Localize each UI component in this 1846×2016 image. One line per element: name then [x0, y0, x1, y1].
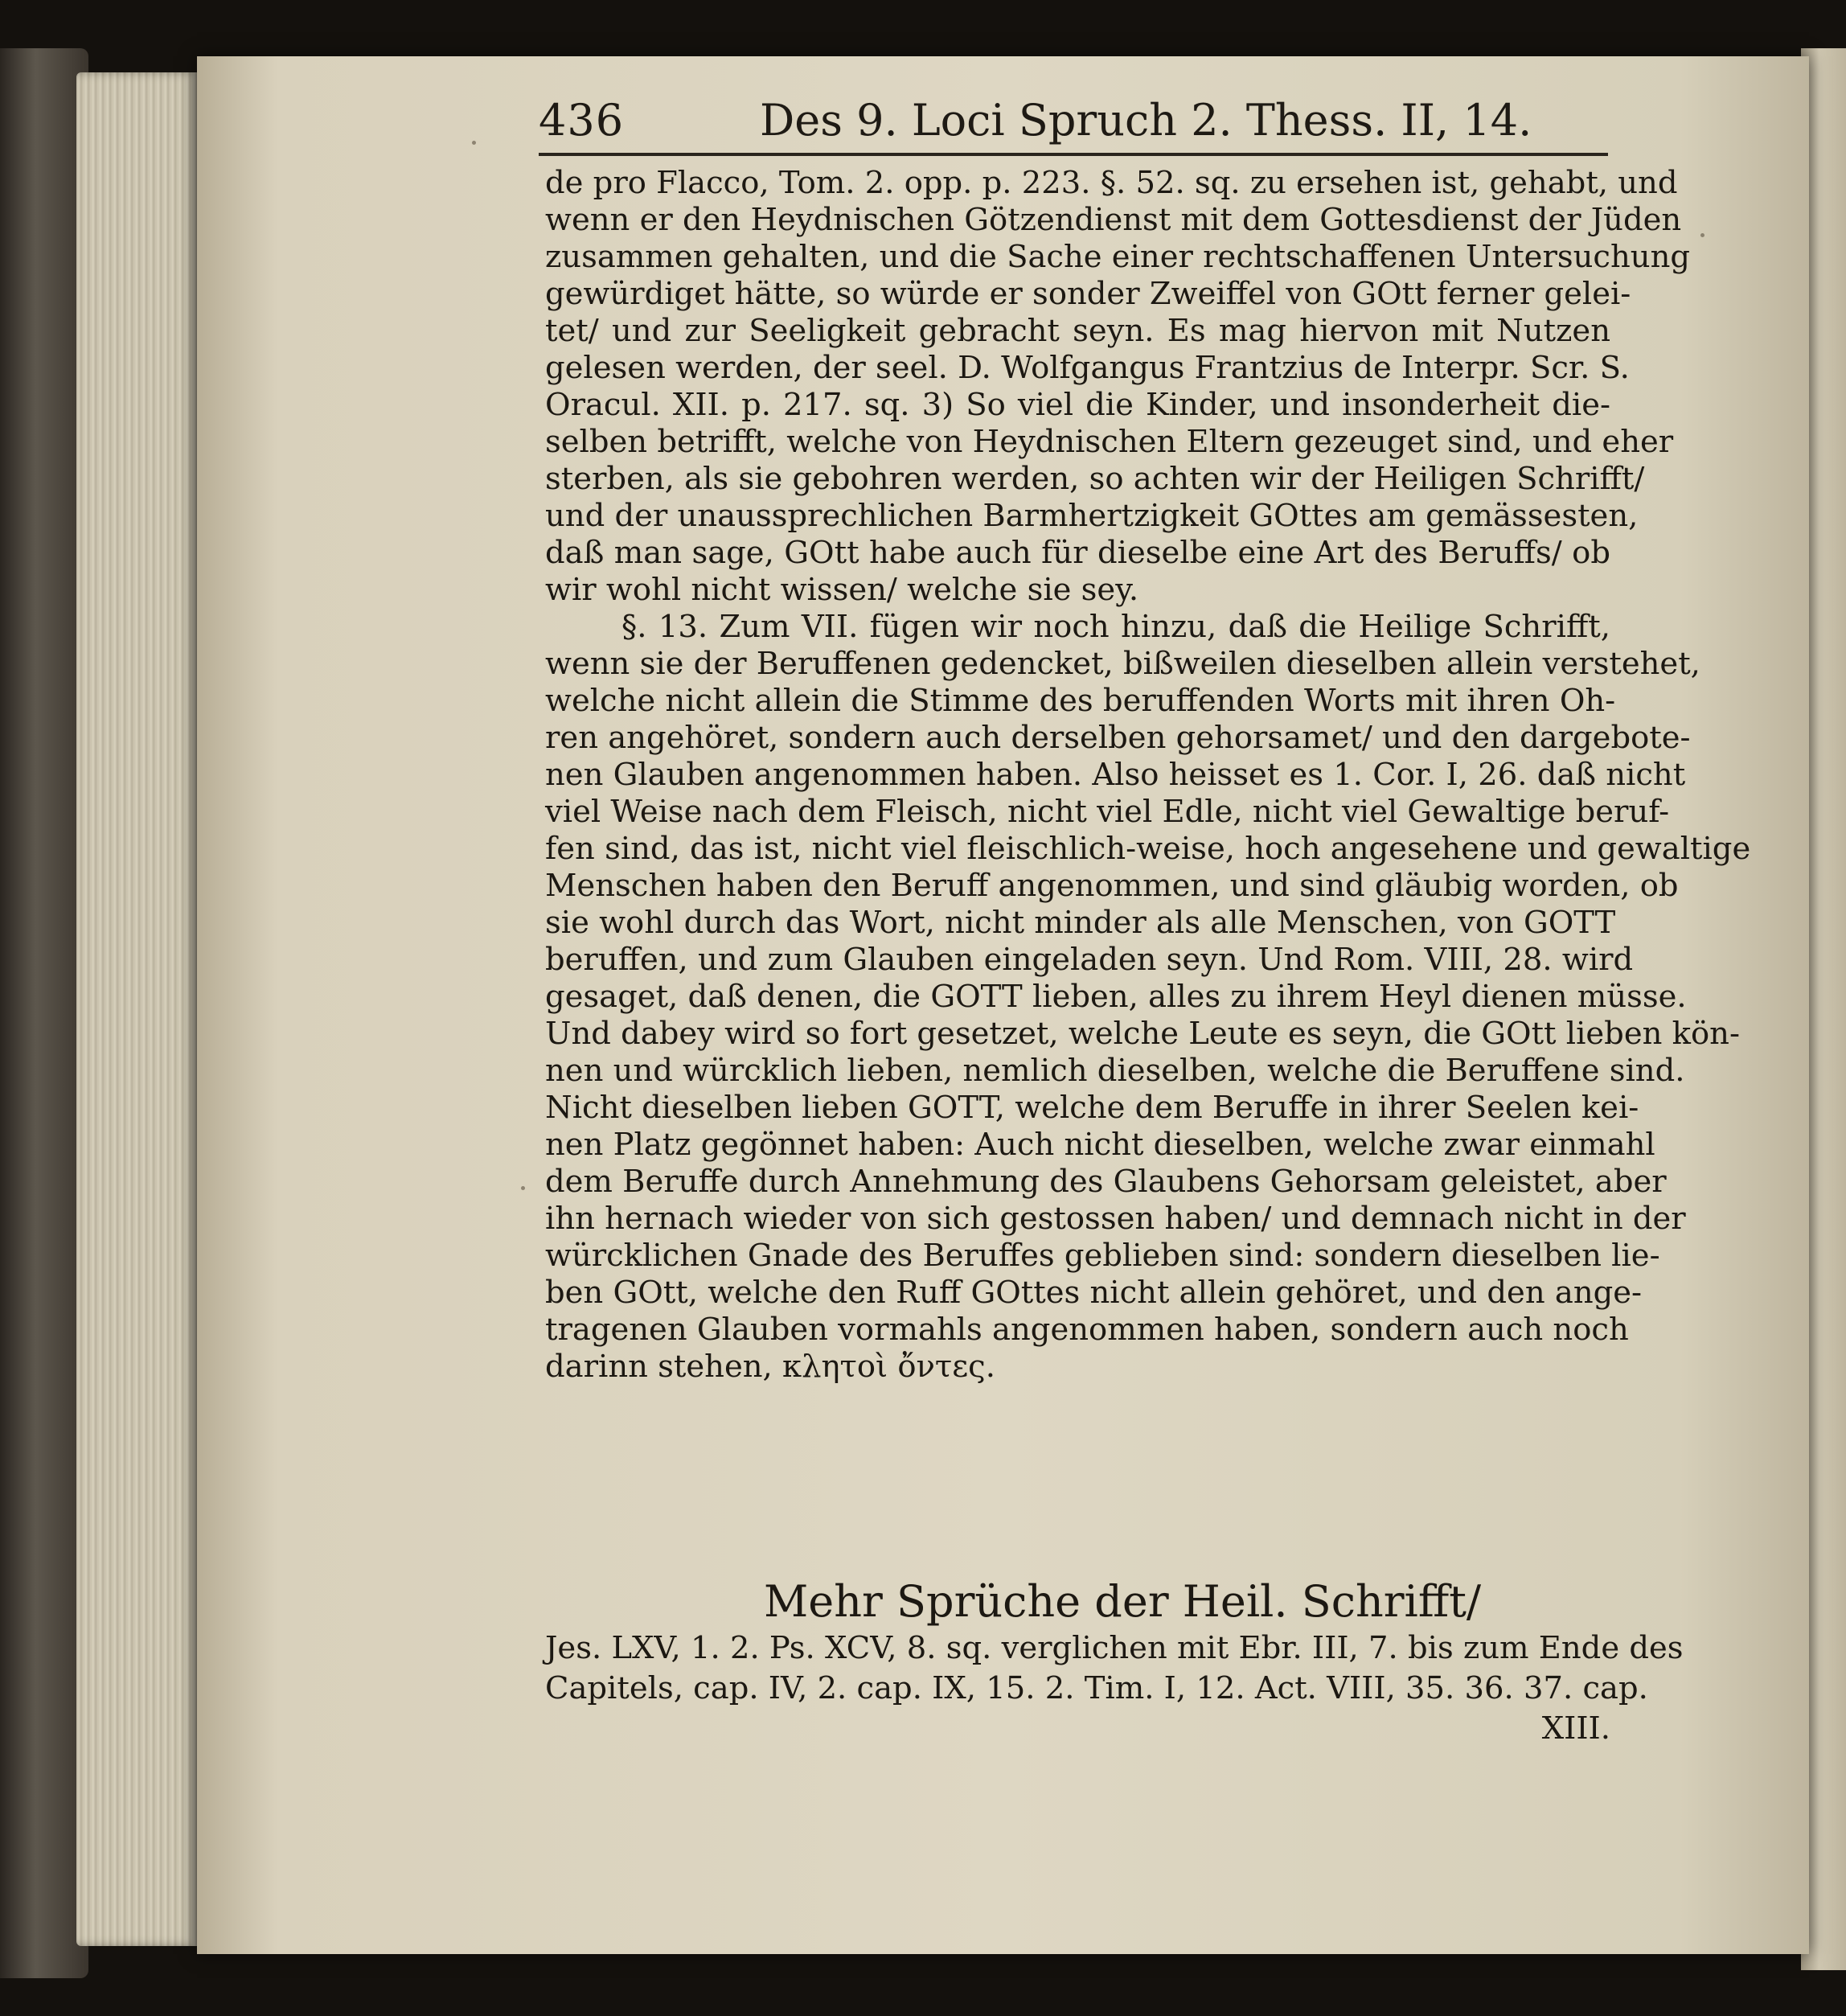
body-text — [545, 165, 1751, 1386]
paper-speck — [1700, 233, 1704, 237]
page-block-edge — [76, 72, 197, 1946]
section-heading: Mehr Sprüche der Heil. Schrifft/ — [764, 1576, 1482, 1627]
text-line: de pro Flacco, Tom. 2. opp. p. 223. §. 52. sq. zu ersehen ist, gehabt, und — [545, 165, 1678, 201]
text-line: beruffen, und zum Glauben eingeladen seyn. Und Rom. VIII, 28. wird — [545, 942, 1634, 978]
reference-line: Jes. LXV, 1. 2. Ps. XCV, 8. sq. verglichen mit Ebr. III, 7. bis zum Ende des — [545, 1630, 1684, 1666]
text-line: tet/ und zur Seeligkeit gebracht seyn. Es mag hiervon mit Nutzen — [545, 313, 1610, 349]
text-line: wenn sie der Beruffenen gedencket, bißweilen dieselben allein verstehet, — [545, 646, 1700, 682]
text-line: gelesen werden, der seel. D. Wolfgangus Frantzius de Interpr. Scr. S. — [545, 350, 1630, 386]
reference-line: Capitels, cap. IV, 2. cap. IX, 15. 2. Tim. I, 12. Act. VIII, 35. 36. 37. cap. — [545, 1670, 1648, 1706]
text-line: ben GOtt, welche den Ruff GOttes nicht allein gehöret, und den ange- — [545, 1275, 1643, 1311]
book-cover-left — [0, 48, 88, 1978]
text-line: viel Weise nach dem Fleisch, nicht viel Edle, nicht viel Gewaltige beruf- — [545, 794, 1670, 830]
text-line: wir wohl nicht wissen/ welche sie sey. — [545, 572, 1139, 608]
text-line: und der unaussprechlichen Barmhertzigkeit GOttes am gemässesten, — [545, 498, 1639, 534]
running-head: Des 9. Loci Spruch 2. Thess. II, 14. — [760, 95, 1532, 146]
text-line: wenn er den Heydnischen Götzendienst mit dem Gottesdienst der Jüden — [545, 202, 1682, 238]
text-line: darinn stehen, κλητοὶ ὄντες. — [545, 1349, 995, 1385]
text-line: sterben, als sie gebohren werden, so achten wir der Heiligen Schrifft/ — [545, 461, 1645, 497]
page-number: 436 — [539, 95, 625, 146]
text-line: ihn hernach wieder von sich gestossen haben/ und demnach nicht in der — [545, 1201, 1686, 1237]
text-line: gesaget, daß denen, die GOTT lieben, alles zu ihrem Heyl dienen müsse. — [545, 979, 1687, 1015]
text-line: tragenen Glauben vormahls angenommen haben, sondern auch noch — [545, 1312, 1629, 1348]
text-line: würcklichen Gnade des Beruffes geblieben sind: sondern dieselben lie- — [545, 1238, 1660, 1274]
header-rule — [539, 153, 1608, 156]
text-line: zusammen gehalten, und die Sache einer rechtschaffenen Untersuchung — [545, 239, 1691, 275]
paragraph-start-line: §. 13. Zum VII. fügen wir noch hinzu, daß die Heilige Schrifft, — [621, 609, 1610, 645]
text-line: welche nicht allein die Stimme des beruffenden Worts mit ihren Oh- — [545, 683, 1616, 719]
paper-speck — [472, 141, 476, 145]
text-line: Menschen haben den Beruff angenommen, und sind gläubig worden, ob — [545, 868, 1679, 904]
text-line: nen und würcklich lieben, nemlich dieselben, welche die Beruffene sind. — [545, 1053, 1685, 1089]
text-line: daß man sage, GOtt habe auch für dieselbe eine Art des Beruffs/ ob — [545, 535, 1610, 571]
text-line: sie wohl durch das Wort, nicht minder als alle Menschen, von GOTT — [545, 905, 1616, 941]
text-line: ren angehöret, sondern auch derselben gehorsamet/ und den dargebote- — [545, 720, 1691, 756]
page-header — [539, 95, 1608, 159]
text-line: nen Glauben angenommen haben. Also heisset es 1. Cor. I, 26. daß nicht — [545, 757, 1686, 793]
text-line: nen Platz gegönnet haben: Auch nicht dieselben, welche zwar einmahl — [545, 1127, 1655, 1163]
text-line: Nicht dieselben lieben GOTT, welche dem Beruffe in ihrer Seelen kei- — [545, 1090, 1639, 1126]
paper-speck — [521, 1186, 525, 1190]
text-line: dem Beruffe durch Annehmung des Glaubens Gehorsam geleistet, aber — [545, 1164, 1667, 1200]
scripture-references — [545, 1628, 1684, 1749]
text-line: Und dabey wird so fort gesetzet, welche Leute es seyn, die GOtt lieben kön- — [545, 1016, 1740, 1052]
text-line: fen sind, das ist, nicht viel fleischlich-weise, hoch angesehene und gewaltige — [545, 831, 1751, 867]
text-line: Oracul. XII. p. 217. sq. 3) So viel die Kinder, und insonderheit die- — [545, 387, 1610, 423]
text-line: selben betrifft, welche von Heydnischen Eltern gezeuget sind, und eher — [545, 424, 1674, 460]
text-line: gewürdiget hätte, so würde er sonder Zweiffel von GOtt ferner gelei- — [545, 276, 1631, 312]
catchword: XIII. — [1541, 1710, 1610, 1747]
